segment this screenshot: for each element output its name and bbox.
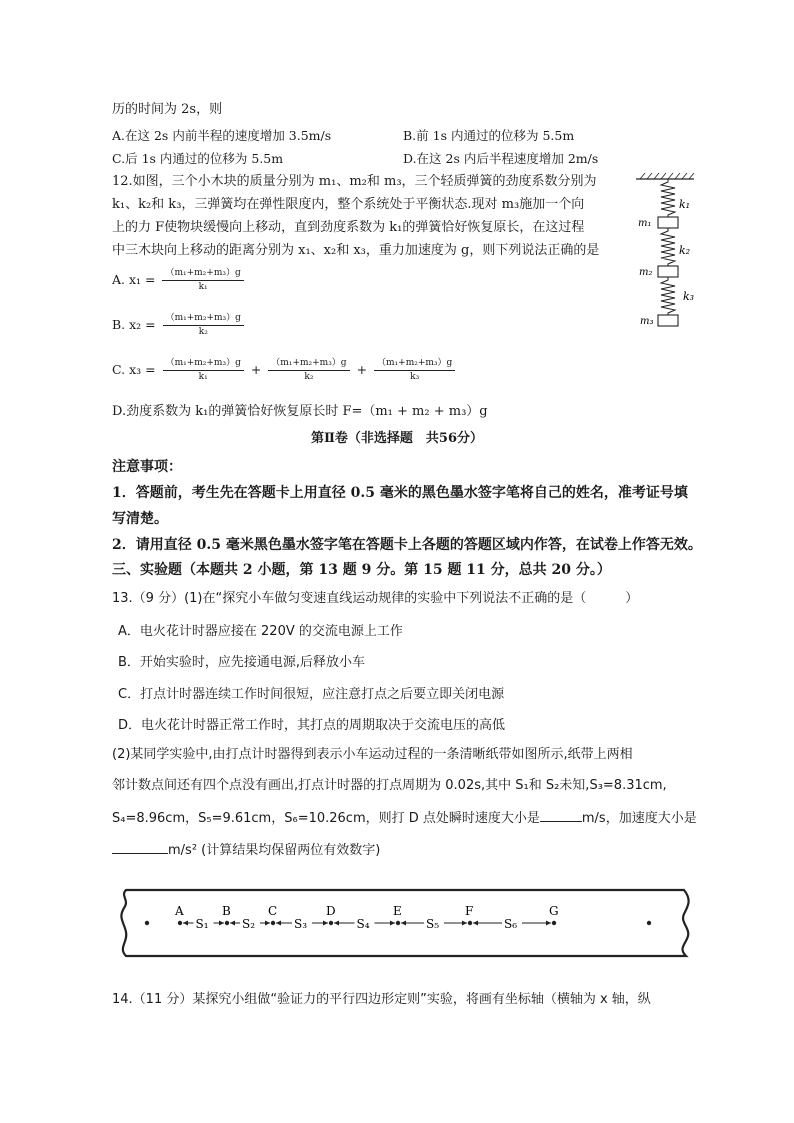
label-k3: k₃ xyxy=(683,290,695,303)
segment-label: S₂ xyxy=(242,917,256,931)
fraction-denominator: k₁ xyxy=(198,372,208,382)
q12-option-d: D.劲度系数为 k₁的弹簧恰好恢复原长时 F=（m₁ + m₂ + m₃）g xyxy=(112,404,488,419)
label-k1: k₁ xyxy=(679,198,691,211)
tape-point-label: G xyxy=(549,904,559,918)
q13-option-d: D．电火花计时器正常工作时，其打点的周期取决于交流电压的高低 xyxy=(118,718,506,733)
segment-label: S₆ xyxy=(504,917,518,931)
q13-option-a: A．电火花计时器应接在 220V 的交流电源上工作 xyxy=(118,624,403,639)
tape-point-b xyxy=(225,921,229,925)
fraction-denominator: k₂ xyxy=(198,327,208,337)
q12-option-b-prefix: B. x₂ = xyxy=(112,317,156,332)
fraction-numerator: （m₁+m₂+m₃）g xyxy=(374,358,455,371)
velocity-answer-blank xyxy=(540,808,582,822)
q13-part2-line-4-text: m/s² (计算结果均保留两位有效数字) xyxy=(168,843,381,858)
tape-point-label: A xyxy=(175,904,184,918)
label-k2: k₂ xyxy=(679,244,691,257)
q11-option-c: C.后 1s 内通过的位移为 5.5m xyxy=(112,151,284,166)
q13-part2-line-3-text: S₄=8.96cm，S₅=9.61cm，S₆=10.26cm，则打 D 点处瞬时速度大小是 xyxy=(112,811,540,826)
tape-point-a xyxy=(178,921,182,925)
fraction xyxy=(163,358,244,383)
fraction xyxy=(162,268,243,293)
segment-label: S₁ xyxy=(195,917,209,931)
tape-point-d xyxy=(329,921,333,925)
spring-system-figure xyxy=(632,170,702,328)
tape-end-dot xyxy=(145,921,149,925)
segment-label: S₃ xyxy=(294,917,308,931)
tape-end-dot xyxy=(647,921,651,925)
q14-stem: 14.（11 分）某探究小组做“验证力的平行四边形定则”实验，将画有坐标轴（横轴为 x 轴，纵 xyxy=(112,992,651,1007)
spring-k1 xyxy=(661,179,675,217)
plus-sign: + xyxy=(250,362,262,377)
q13-part2-line-2: 邻计数点间还有四个点没有画出,打点计时器的打点周期为 0.02s,其中 S₁和 S₂未知,S₃=8.31cm, xyxy=(112,778,667,793)
ceiling-hatch xyxy=(640,173,694,179)
q13-option-b: B．开始实验时，应先接通电源,后释放小车 xyxy=(118,655,366,670)
q12-stem-line-2: k₁、k₂和 k₃，三弹簧均在弹性限度内，整个系统处于平衡状态.现对 m₃施加一个向 xyxy=(112,197,585,212)
segment-label: S₄ xyxy=(356,917,370,931)
fraction xyxy=(163,313,244,338)
q12-option-c xyxy=(112,358,458,383)
segment-label: S₅ xyxy=(426,917,440,931)
tape-point-f xyxy=(468,921,472,925)
block-m2 xyxy=(658,266,678,277)
fraction-denominator: k₃ xyxy=(410,372,420,382)
tape-point-g xyxy=(552,921,556,925)
q11-option-d: D.在这 2s 内后半程速度增加 2m/s xyxy=(403,151,599,166)
fraction xyxy=(374,358,455,383)
q13-option-c: C．打点计时器连续工作时间很短，应注意打点之后要立即关闭电源 xyxy=(118,687,505,702)
fraction-denominator: k₁ xyxy=(198,282,208,292)
q13-part2-line-3-unit: m/s，加速度大小是 xyxy=(581,811,697,826)
q12-option-a-prefix: A. x₁ = xyxy=(112,272,156,287)
notice-heading: 注意事项： xyxy=(112,459,182,475)
q13-part2-line-1: (2)某同学实验中,由打点计时器得到表示小车运动过程的一条清晰纸带如图所示,纸带上两相 xyxy=(112,747,633,762)
notice-1-line-2: 写清楚。 xyxy=(112,511,168,527)
plus-sign: + xyxy=(356,362,368,377)
q11-option-a: A.在这 2s 内前半程的速度增加 3.5m/s xyxy=(112,128,332,143)
label-m1: m₁ xyxy=(638,218,652,229)
tape-point-label: D xyxy=(326,904,336,918)
q11-option-b: B.前 1s 内通过的位移为 5.5m xyxy=(403,128,575,143)
section-ii-title: 第Ⅱ卷（非选择题 共56分） xyxy=(310,431,484,446)
tape-point-c xyxy=(271,921,275,925)
tape-point-label: B xyxy=(222,904,231,918)
spring-k2 xyxy=(661,228,675,266)
block-m3 xyxy=(658,315,678,326)
q12-stem-line-3: 上的力 F使物块缓慢向上移动，直到劲度系数为 k₁的弹簧恰好恢复原长，在这过程 xyxy=(112,220,585,235)
paper-tape-diagram xyxy=(116,884,698,962)
spring-k3 xyxy=(661,277,675,315)
q13-part2-line-3 xyxy=(112,808,697,828)
q12-option-b xyxy=(112,313,247,338)
tape-point-label: E xyxy=(393,904,402,918)
label-m3: m₃ xyxy=(640,316,654,327)
fraction-numerator: （m₁+m₂+m₃）g xyxy=(268,358,349,371)
q12-option-a xyxy=(112,268,247,293)
tape-point-label: C xyxy=(268,904,278,918)
q12-stem-line-4: 中三木块向上移动的距离分别为 x₁、x₂和 x₃，重力加速度为 g，则下列说法正确的是 xyxy=(112,243,600,258)
q13-stem: 13.（9 分）(1)在“探究小车做匀变速直线运动规律的实验中下列说法不正确的是（ ） xyxy=(112,591,639,606)
q12-option-c-prefix: C. x₃ = xyxy=(112,362,156,377)
fraction-denominator: k₂ xyxy=(304,372,314,382)
fraction-numerator: （m₁+m₂+m₃）g xyxy=(163,313,244,326)
notice-2: 2．请用直径 0.5 毫米黑色墨水签字笔在答题卡上各题的答题区域内作答，在试卷上作答无效。 xyxy=(112,537,702,553)
block-m1 xyxy=(658,217,678,228)
acceleration-answer-blank xyxy=(112,840,168,854)
fraction-numerator: （m₁+m₂+m₃）g xyxy=(163,358,244,371)
q13-part2-line-4 xyxy=(112,840,380,860)
part-three-heading: 三、实验题（本题共 2 小题，第 13 题 9 分。第 15 题 11 分，总共 20 分。） xyxy=(112,562,611,578)
q11-stem-tail: 历的时间为 2s，则 xyxy=(112,102,223,117)
q12-stem-line-1: 12.如图，三个小木块的质量分别为 m₁、m₂和 m₃，三个轻质弹簧的劲度系数分别为 xyxy=(112,174,597,189)
label-m2: m₂ xyxy=(639,267,653,278)
notice-1-line-1: 1．答题前，考生先在答题卡上用直径 0.5 毫米的黑色墨水签字笔将自己的姓名，准考证号填 xyxy=(112,485,688,501)
tape-point-label: F xyxy=(465,904,474,918)
tape-point-e xyxy=(396,921,400,925)
fraction xyxy=(268,358,349,383)
fraction-numerator: （m₁+m₂+m₃）g xyxy=(162,268,243,281)
